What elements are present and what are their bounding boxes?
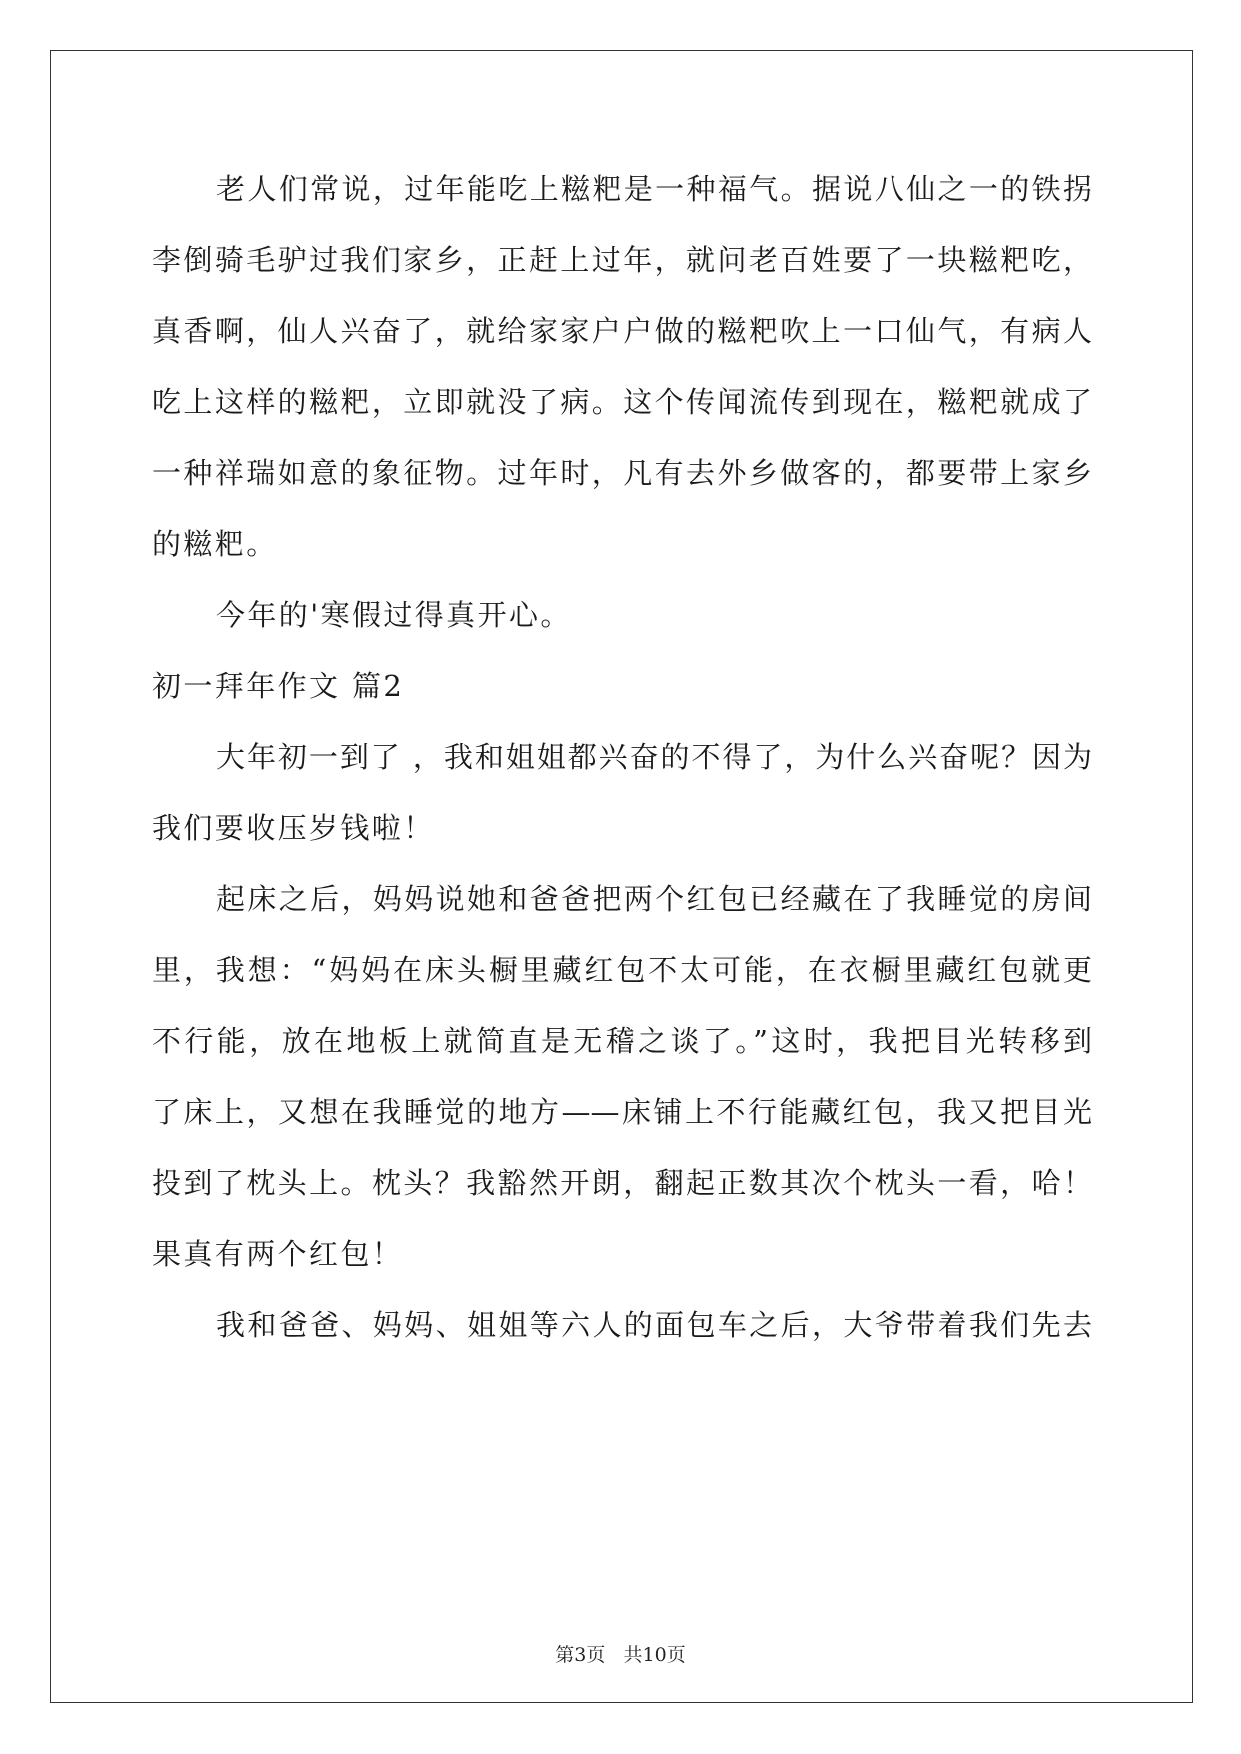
paragraph-line: 我们要收压岁钱啦！ xyxy=(152,811,435,845)
paragraph-line: 大年初一到了 ，我和姐姐都兴奋的不得了，为什么兴奋呢？因为 xyxy=(216,740,1092,774)
page-number: 第3页 xyxy=(555,1644,606,1666)
paragraph-line: 起床之后，妈妈说她和爸爸把两个红包已经藏在了我睡觉的房间 xyxy=(216,882,1092,916)
paragraph-line: 的糍粑。 xyxy=(152,527,278,561)
section-heading: 初一拜年作文 篇2 xyxy=(152,669,405,703)
paragraph-line: 今年的'寒假过得真开心。 xyxy=(216,598,572,632)
paragraph-line: 不行能，放在地板上就简直是无稽之谈了。”这时，我把目光转移到 xyxy=(152,1024,1092,1058)
paragraph-line: 一种祥瑞如意的象征物。过年时，凡有去外乡做客的，都要带上家乡 xyxy=(152,456,1092,490)
paragraph-line: 果真有两个红包！ xyxy=(152,1237,404,1271)
page-total: 共10页 xyxy=(623,1644,686,1666)
paragraph-line: 里，我想：“妈妈在床头橱里藏红包不太可能，在衣橱里藏红包就更 xyxy=(152,953,1092,987)
paragraph-line: 了床上，又想在我睡觉的地方——床铺上不行能藏红包，我又把目光 xyxy=(152,1095,1092,1129)
page-footer xyxy=(0,1640,1241,1667)
paragraph-line: 投到了枕头上。枕头？我豁然开朗，翻起正数其次个枕头一看，哈！ xyxy=(152,1166,1092,1200)
paragraph-line: 吃上这样的糍粑，立即就没了病。这个传闻流传到现在，糍粑就成了 xyxy=(152,385,1092,419)
paragraph-line: 我和爸爸、妈妈、姐姐等六人的面包车之后，大爷带着我们先去 xyxy=(216,1308,1092,1342)
paragraph-line: 李倒骑毛驴过我们家乡，正赶上过年，就问老百姓要了一块糍粑吃， xyxy=(152,243,1092,277)
paragraph-line: 真香啊，仙人兴奋了，就给家家户户做的糍粑吹上一口仙气，有病人 xyxy=(152,314,1092,348)
document-body xyxy=(152,165,1092,1372)
paragraph-line: 老人们常说，过年能吃上糍粑是一种福气。据说八仙之一的铁拐 xyxy=(216,172,1092,206)
